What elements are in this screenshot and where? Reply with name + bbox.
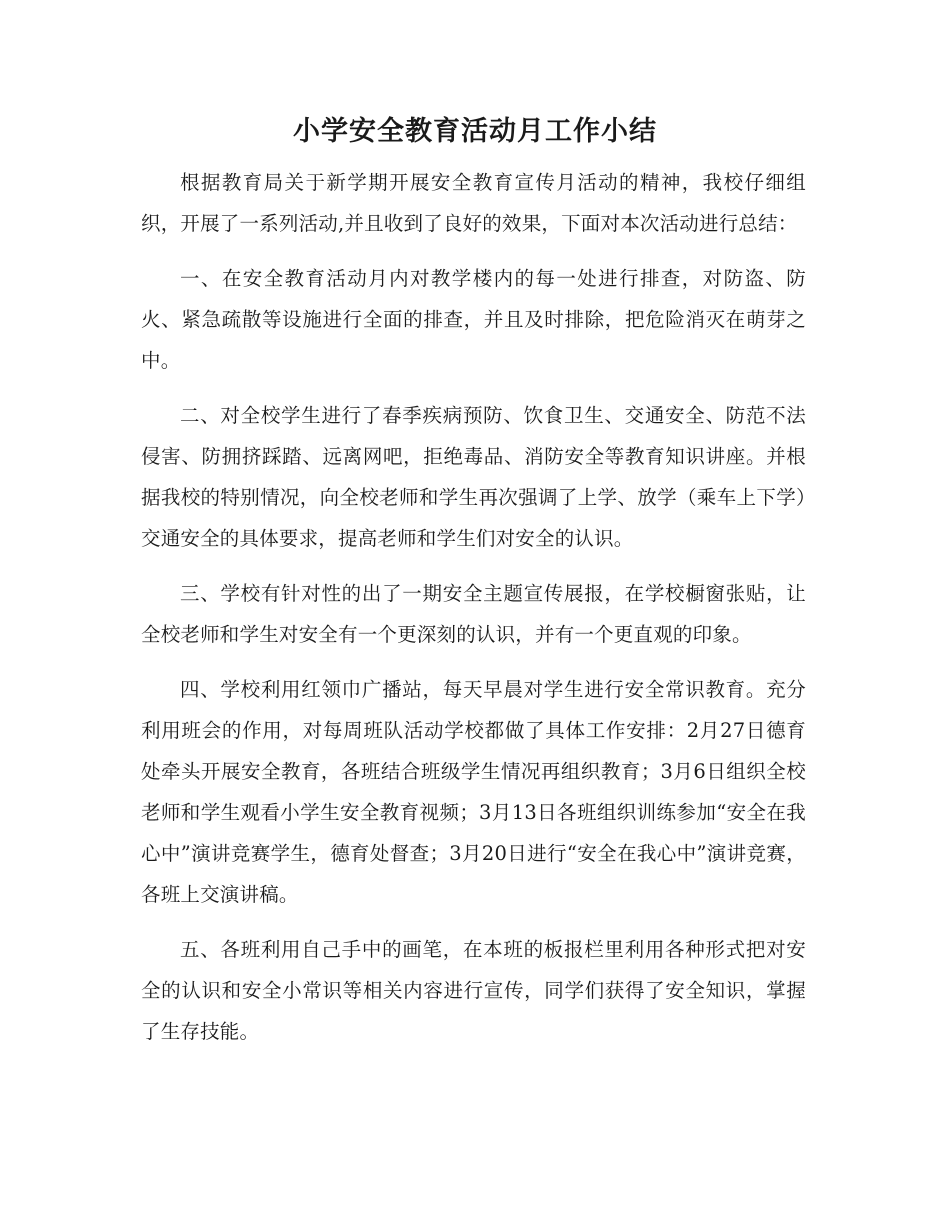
paragraph-item-1: 一、在安全教育活动月内对教学楼内的每一处进行排查，对防盗、防火、紧急疏散等设施进行全面的排查，并且及时排除，把危险消灭在萌芽之中。 [141, 267, 806, 372]
document-title: 小学安全教育活动月工作小结 [293, 116, 657, 147]
paragraph-item-3: 三、学校有针对性的出了一期安全主题宣传展报，在学校橱窗张贴，让全校老师和学生对安全有一个更深刻的认识，并有一个更直观的印象。 [141, 582, 806, 646]
document-body [141, 162, 806, 1066]
paragraph-intro: 根据教育局关于新学期开展安全教育宣传月活动的精神，我校仔细组织，开展了一系列活动,并且收到了良好的效果，下面对本次活动进行总结： [141, 171, 806, 235]
paragraph-item-5: 五、各班利用自己手中的画笔，在本班的板报栏里利用各种形式把对安全的认识和安全小常识等相关内容进行宣传，同学们获得了安全知识，掌握了生存技能。 [141, 938, 806, 1043]
paragraph-item-2: 二、对全校学生进行了春季疾病预防、饮食卫生、交通安全、防范不法侵害、防拥挤踩踏、远离网吧，拒绝毒品、消防安全等教育知识讲座。并根据我校的特别情况，向全校老师和学生再次强调了上学、放学（乘车上下学）交通安全的具体要求，提高老师和学生们对安全的认识。 [141, 404, 806, 550]
paragraph-item-4: 四、学校利用红领巾广播站，每天早晨对学生进行安全常识教育。充分利用班会的作用，对每周班队活动学校都做了具体工作安排：2月27日德育处牵头开展安全教育，各班结合班级学生情况再组织教育；3月6日组织全校老师和学生观看小学生安全教育视频；3月13日各班组织训练参加“安全在我心中”演讲竞赛学生，德育处督查；3月20日进行“安全在我心中”演讲竞赛，各班上交演讲稿。 [141, 678, 806, 906]
